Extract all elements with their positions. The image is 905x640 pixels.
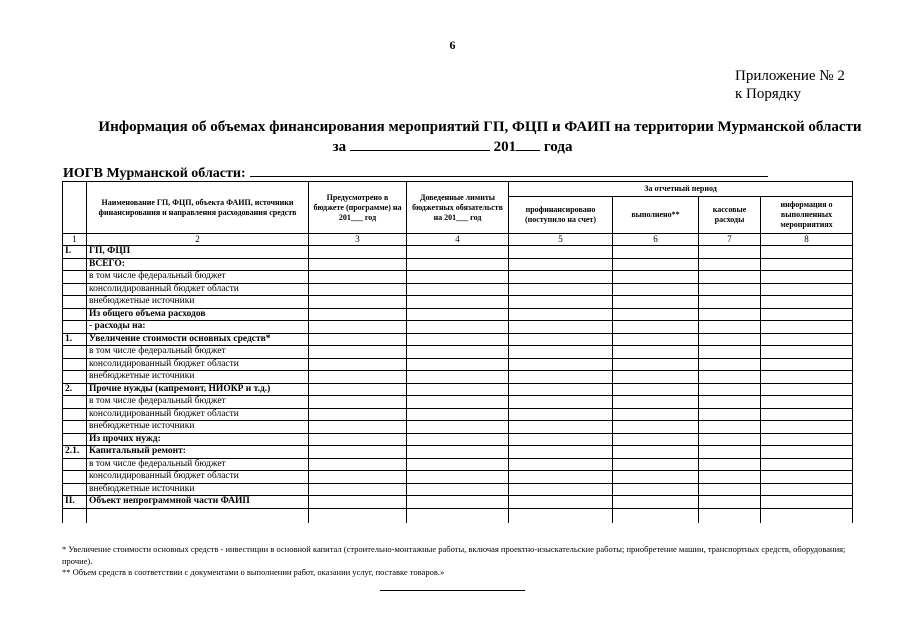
value-cell <box>407 446 509 459</box>
value-cell <box>699 483 761 496</box>
table-row <box>63 408 853 421</box>
row-label: Капитальный ремонт: <box>87 446 309 459</box>
value-cell <box>309 433 407 446</box>
table-row <box>63 358 853 371</box>
value-cell <box>407 383 509 396</box>
col-number: 4 <box>407 234 509 246</box>
table-row <box>63 458 853 471</box>
value-cell <box>407 458 509 471</box>
value-cell <box>761 358 853 371</box>
value-cell <box>509 408 613 421</box>
col-number: 2 <box>87 234 309 246</box>
annex-line-1: Приложение № 2 <box>735 68 845 84</box>
value-cell <box>761 271 853 284</box>
row-number: II. <box>63 496 87 509</box>
value-cell <box>761 496 853 509</box>
col-number: 3 <box>309 234 407 246</box>
row-number <box>63 371 87 384</box>
value-cell <box>407 333 509 346</box>
row-label: ГП, ФЦП <box>87 246 309 259</box>
value-cell <box>309 358 407 371</box>
header-name: Наименование ГП, ФЦП, объекта ФАИП, источники финансирования и направления расходования средств <box>87 182 309 234</box>
value-cell <box>407 358 509 371</box>
value-cell <box>699 458 761 471</box>
value-cell <box>613 346 699 359</box>
value-cell <box>309 258 407 271</box>
value-cell <box>699 271 761 284</box>
header-done: выполнено** <box>613 197 699 234</box>
value-cell <box>309 271 407 284</box>
row-label: Из общего объема расходов <box>87 308 309 321</box>
tail-cell <box>309 508 407 523</box>
row-number: 1. <box>63 333 87 346</box>
row-number <box>63 483 87 496</box>
row-label: консолидированный бюджет области <box>87 283 309 296</box>
row-label: Прочие нужды (капремонт, НИОКР и т.д.) <box>87 383 309 396</box>
header-limits: Доведенные лимиты бюджетных обязательств на 201___ год <box>407 182 509 234</box>
value-cell <box>699 358 761 371</box>
row-label: в том числе федеральный бюджет <box>87 396 309 409</box>
header-row-1 <box>63 182 853 197</box>
value-cell <box>699 333 761 346</box>
value-cell <box>699 346 761 359</box>
header-financed: профинансировано (поступило на счет) <box>509 197 613 234</box>
iogv-label: ИОГВ Мурманской области: <box>63 166 246 181</box>
table-row <box>63 321 853 334</box>
value-cell <box>309 371 407 384</box>
footnote-2: ** Объем средств в соответствии с документами о выполнении работ, оказании услуг, поставке товаров.» <box>62 567 445 577</box>
value-cell <box>699 408 761 421</box>
row-label: в том числе федеральный бюджет <box>87 346 309 359</box>
value-cell <box>509 396 613 409</box>
table-row <box>63 396 853 409</box>
value-cell <box>699 396 761 409</box>
row-number <box>63 358 87 371</box>
value-cell <box>761 421 853 434</box>
row-number: 2. <box>63 383 87 396</box>
table-row <box>63 471 853 484</box>
col-number: 7 <box>699 234 761 246</box>
value-cell <box>699 283 761 296</box>
value-cell <box>407 258 509 271</box>
value-cell <box>509 346 613 359</box>
value-cell <box>699 258 761 271</box>
table-row <box>63 496 853 509</box>
value-cell <box>613 471 699 484</box>
value-cell <box>761 471 853 484</box>
value-cell <box>699 246 761 259</box>
tail-cell <box>761 508 853 523</box>
value-cell <box>761 321 853 334</box>
table-row <box>63 346 853 359</box>
tail-cell <box>509 508 613 523</box>
value-cell <box>309 471 407 484</box>
row-number <box>63 296 87 309</box>
row-label: Увеличение стоимости основных средств* <box>87 333 309 346</box>
value-cell <box>309 483 407 496</box>
table-row <box>63 371 853 384</box>
table-row <box>63 283 853 296</box>
row-number: I. <box>63 246 87 259</box>
value-cell <box>509 333 613 346</box>
iogv-blank <box>250 164 768 177</box>
value-cell <box>407 296 509 309</box>
document-subtitle <box>0 136 905 156</box>
value-cell <box>761 371 853 384</box>
tail-cell <box>613 508 699 523</box>
value-cell <box>509 308 613 321</box>
value-cell <box>509 446 613 459</box>
row-label: - расходы на: <box>87 321 309 334</box>
value-cell <box>761 408 853 421</box>
row-label: в том числе федеральный бюджет <box>87 458 309 471</box>
value-cell <box>613 246 699 259</box>
row-number <box>63 408 87 421</box>
value-cell <box>761 333 853 346</box>
value-cell <box>407 346 509 359</box>
value-cell <box>309 246 407 259</box>
row-label: внебюджетные источники <box>87 371 309 384</box>
value-cell <box>699 421 761 434</box>
column-number-row <box>63 234 853 246</box>
value-cell <box>761 446 853 459</box>
row-label: в том числе федеральный бюджет <box>87 271 309 284</box>
value-cell <box>309 296 407 309</box>
subtitle-prefix: за <box>332 139 347 155</box>
value-cell <box>699 446 761 459</box>
subtitle-year-prefix: 201 <box>493 139 517 155</box>
tail-cell <box>407 508 509 523</box>
value-cell <box>309 408 407 421</box>
value-cell <box>407 483 509 496</box>
value-cell <box>761 283 853 296</box>
value-cell <box>613 333 699 346</box>
table-row <box>63 483 853 496</box>
row-label: внебюджетные источники <box>87 296 309 309</box>
value-cell <box>761 383 853 396</box>
value-cell <box>761 308 853 321</box>
value-cell <box>613 421 699 434</box>
table-row <box>63 446 853 459</box>
table-row <box>63 433 853 446</box>
header-blank-cell <box>63 182 87 234</box>
subtitle-suffix: года <box>543 139 573 155</box>
col-number: 8 <box>761 234 853 246</box>
value-cell <box>407 408 509 421</box>
value-cell <box>613 296 699 309</box>
row-label: ВСЕГО: <box>87 258 309 271</box>
value-cell <box>407 396 509 409</box>
value-cell <box>761 396 853 409</box>
value-cell <box>509 496 613 509</box>
footnote-1: * Увеличение стоимости основных средств - инвестиции в основной капитал (строительно-монтажные работы, включая проектно-изыскательские работы; приобретение машин, транспортных средств, оборудования; прочие). <box>62 544 846 566</box>
value-cell <box>407 321 509 334</box>
value-cell <box>309 496 407 509</box>
value-cell <box>309 333 407 346</box>
value-cell <box>309 308 407 321</box>
value-cell <box>761 458 853 471</box>
row-label: Объект непрограммной части ФАИП <box>87 496 309 509</box>
row-label: внебюджетные источники <box>87 421 309 434</box>
col-number: 1 <box>63 234 87 246</box>
value-cell <box>407 246 509 259</box>
value-cell <box>613 433 699 446</box>
row-label: Из прочих нужд: <box>87 433 309 446</box>
row-label: консолидированный бюджет области <box>87 408 309 421</box>
closing-rule <box>380 590 525 591</box>
row-number <box>63 346 87 359</box>
value-cell <box>613 446 699 459</box>
value-cell <box>509 458 613 471</box>
table-row <box>63 258 853 271</box>
value-cell <box>407 421 509 434</box>
table-tail-row <box>63 508 853 523</box>
value-cell <box>613 408 699 421</box>
row-number <box>63 321 87 334</box>
value-cell <box>613 358 699 371</box>
value-cell <box>699 296 761 309</box>
annex-line-2: к Порядку <box>735 86 801 102</box>
tail-cell <box>87 508 309 523</box>
row-label: внебюджетные источники <box>87 483 309 496</box>
row-number <box>63 396 87 409</box>
financing-table <box>62 181 853 523</box>
table-row <box>63 246 853 259</box>
table-row <box>63 308 853 321</box>
value-cell <box>699 496 761 509</box>
table-row <box>63 271 853 284</box>
value-cell <box>407 308 509 321</box>
value-cell <box>613 308 699 321</box>
row-number <box>63 471 87 484</box>
value-cell <box>509 283 613 296</box>
value-cell <box>699 433 761 446</box>
value-cell <box>613 258 699 271</box>
value-cell <box>509 358 613 371</box>
value-cell <box>407 433 509 446</box>
row-label: консолидированный бюджет области <box>87 358 309 371</box>
row-label: консолидированный бюджет области <box>87 471 309 484</box>
value-cell <box>761 346 853 359</box>
iogv-line <box>63 164 768 182</box>
value-cell <box>509 471 613 484</box>
value-cell <box>761 433 853 446</box>
table-row <box>63 421 853 434</box>
row-number <box>63 283 87 296</box>
value-cell <box>407 271 509 284</box>
row-number <box>63 308 87 321</box>
value-cell <box>509 483 613 496</box>
value-cell <box>761 483 853 496</box>
row-number <box>63 258 87 271</box>
row-number <box>63 421 87 434</box>
value-cell <box>509 321 613 334</box>
value-cell <box>407 371 509 384</box>
year-blank <box>516 136 540 151</box>
row-number: 2.1. <box>63 446 87 459</box>
value-cell <box>613 321 699 334</box>
value-cell <box>509 383 613 396</box>
value-cell <box>309 321 407 334</box>
tail-cell <box>699 508 761 523</box>
value-cell <box>407 496 509 509</box>
value-cell <box>509 421 613 434</box>
period-blank <box>350 136 490 151</box>
row-number <box>63 458 87 471</box>
value-cell <box>309 383 407 396</box>
annex-reference <box>735 67 845 103</box>
col-number: 6 <box>613 234 699 246</box>
value-cell <box>699 308 761 321</box>
value-cell <box>509 371 613 384</box>
page-number: 6 <box>449 38 456 52</box>
value-cell <box>761 258 853 271</box>
value-cell <box>699 321 761 334</box>
row-number <box>63 271 87 284</box>
header-cash: кассовые расходы <box>699 197 761 234</box>
value-cell <box>613 283 699 296</box>
value-cell <box>509 246 613 259</box>
value-cell <box>699 383 761 396</box>
header-planned: Предусмотрено в бюджете (программе) на 201___ год <box>309 182 407 234</box>
value-cell <box>613 271 699 284</box>
value-cell <box>309 458 407 471</box>
value-cell <box>761 296 853 309</box>
value-cell <box>613 496 699 509</box>
col-number: 5 <box>509 234 613 246</box>
table-row <box>63 383 853 396</box>
value-cell <box>699 371 761 384</box>
header-period: За отчетный период <box>509 182 853 197</box>
row-number <box>63 433 87 446</box>
value-cell <box>613 458 699 471</box>
tail-cell <box>63 508 87 523</box>
value-cell <box>509 258 613 271</box>
header-info: информация о выполненных мероприятиях <box>761 197 853 234</box>
value-cell <box>613 483 699 496</box>
value-cell <box>613 383 699 396</box>
value-cell <box>761 246 853 259</box>
value-cell <box>613 371 699 384</box>
document-title: Информация об объемах финансирования мероприятий ГП, ФЦП и ФАИП на территории Мурманской области <box>98 119 862 135</box>
value-cell <box>309 446 407 459</box>
table-row <box>63 296 853 309</box>
value-cell <box>309 396 407 409</box>
value-cell <box>407 283 509 296</box>
value-cell <box>613 396 699 409</box>
value-cell <box>309 346 407 359</box>
value-cell <box>309 283 407 296</box>
table-row <box>63 333 853 346</box>
value-cell <box>509 433 613 446</box>
value-cell <box>509 296 613 309</box>
value-cell <box>309 421 407 434</box>
value-cell <box>407 471 509 484</box>
value-cell <box>699 471 761 484</box>
value-cell <box>509 271 613 284</box>
